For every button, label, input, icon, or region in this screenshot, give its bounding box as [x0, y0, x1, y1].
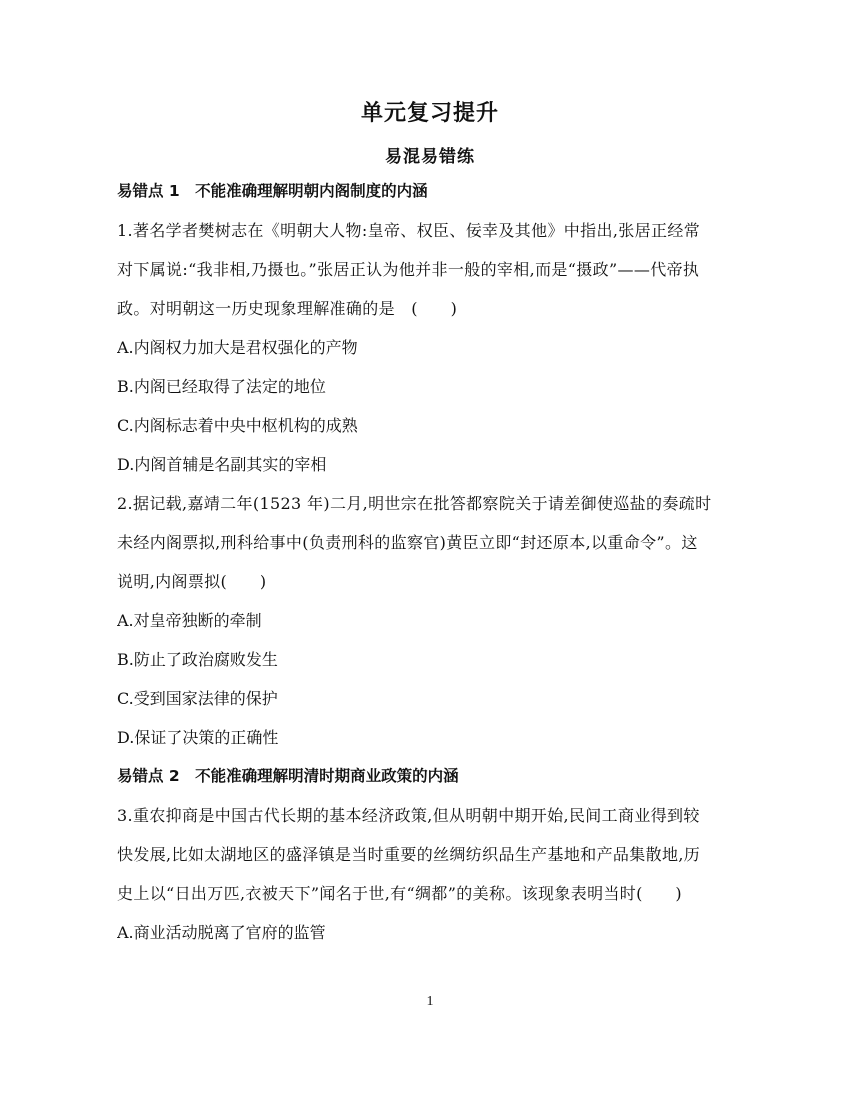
option-c: C.受到国家法律的保护: [117, 689, 278, 708]
question-stem-line: 说明,内阁票拟( ): [117, 572, 267, 591]
option-d: D.保证了决策的正确性: [117, 728, 279, 747]
option-a: A.内阁权力加大是君权强化的产物: [117, 338, 358, 357]
option-d: D.内阁首辅是名副其实的宰相: [117, 455, 327, 474]
content-body: [117, 172, 747, 952]
question-stem-line: 未经内阁票拟,刑科给事中(负责刑科的监察官)黄臣立即“封还原本,以重命令”。这: [117, 533, 698, 552]
page-title: 单元复习提升: [360, 101, 499, 126]
option-a: A.对皇帝独断的牵制: [117, 611, 262, 630]
section-heading: 易错点 2 不能准确理解明清时期商业政策的内涵: [117, 767, 459, 785]
section-heading: 易错点 1 不能准确理解明朝内阁制度的内涵: [117, 182, 428, 200]
question-stem-line: 1.著名学者樊树志在《明朝大人物:皇帝、权臣、佞幸及其他》中指出,张居正经常: [117, 221, 701, 240]
option-a: A.商业活动脱离了官府的监管: [117, 923, 326, 942]
page-subtitle: 易混易错练: [385, 147, 475, 167]
option-b: B.内阁已经取得了法定的地位: [117, 377, 326, 396]
question-stem-line: 快发展,比如太湖地区的盛泽镇是当时重要的丝绸纺织品生产基地和产品集散地,历: [117, 845, 701, 864]
question-stem-line: 2.据记载,嘉靖二年(1523 年)二月,明世宗在批答都察院关于请差御使巡盐的奏疏时: [117, 494, 712, 513]
page-number: 1: [426, 994, 434, 1009]
question-stem-line: 3.重农抑商是中国古代长期的基本经济政策,但从明朝中期开始,民间工商业得到较: [117, 806, 700, 825]
question-stem-line: 史上以“日出万匹,衣被天下”闻名于世,有“绸都”的美称。该现象表明当时( ): [117, 884, 683, 903]
question-stem-line: 对下属说:“我非相,乃摄也。”张居正认为他并非一般的宰相,而是“摄政”——代帝执: [117, 260, 700, 279]
option-c: C.内阁标志着中央中枢机构的成熟: [117, 416, 358, 435]
question-stem-line: 政。对明朝这一历史现象理解准确的是 ( ): [117, 299, 458, 318]
option-b: B.防止了政治腐败发生: [117, 650, 278, 669]
